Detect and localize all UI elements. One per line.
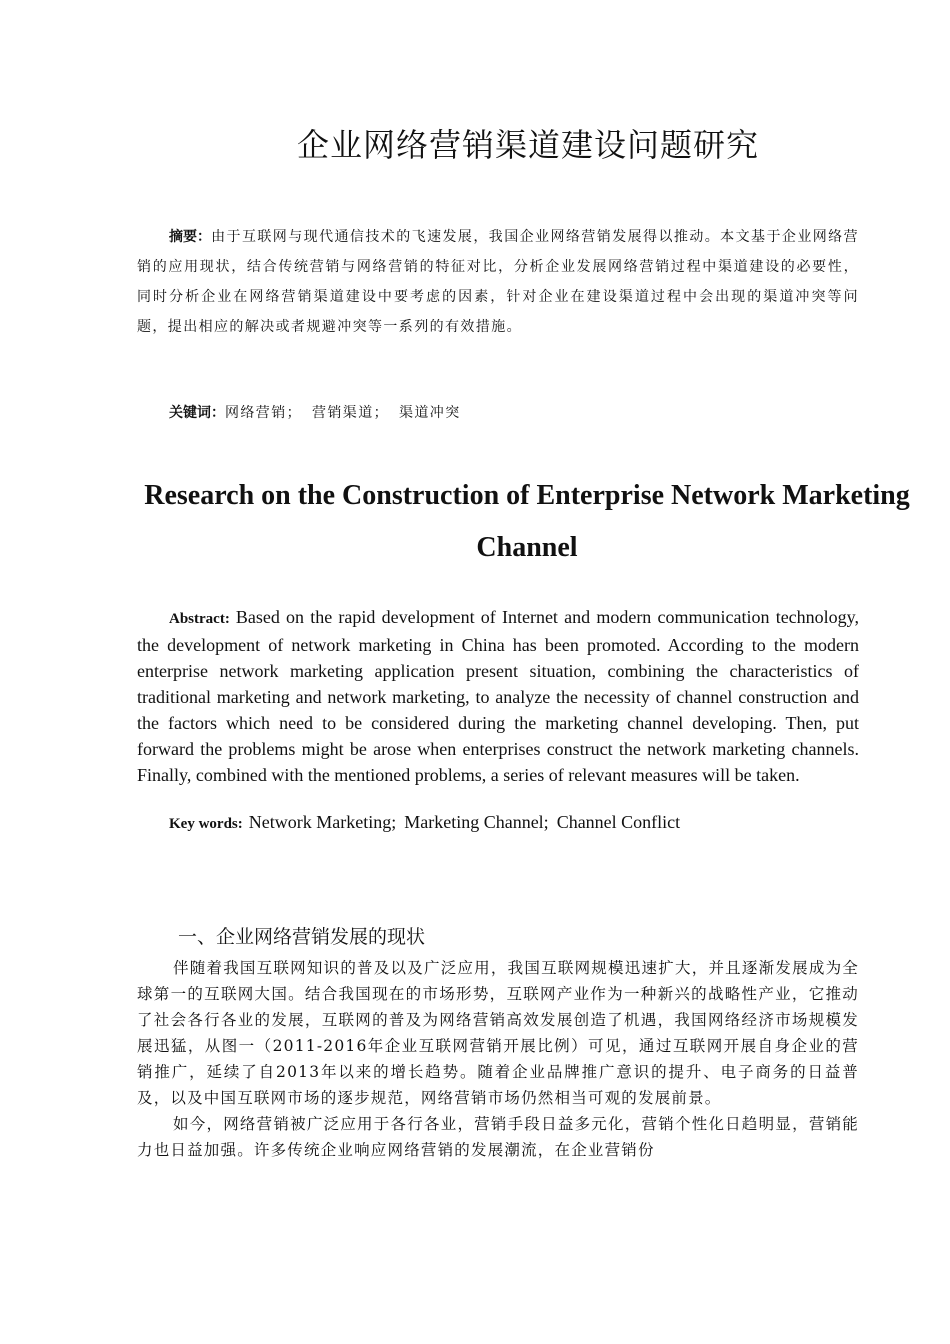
chinese-keywords-label: 关键词： bbox=[169, 405, 225, 421]
section-heading: 一、企业网络营销发展的现状 bbox=[178, 926, 426, 948]
chinese-keyword: 网络营销； bbox=[225, 405, 302, 421]
body-paragraph: 伴随着我国互联网知识的普及以及广泛应用，我国互联网规模迅速扩大，并且逐渐发展成为全球第一的互联网大国。结合我国现在的市场形势，互联网产业作为一种新兴的战略性产业，它推动了社会各行各业的发展，互联网的普及为网络营销高效发展创造了机遇，我国网络经济市场规模发展迅猛，从图一（2011-2016年企业互联网营销开展比例）可见，通过互联网开展自身企业的营销推广，延续了自2013年以来的增长趋势。随着企业品牌推广意识的提升、电子商务的日益普及，以及中国互联网市场的逐步规范，网络营销市场仍然相当可观的发展前景。 bbox=[137, 959, 859, 1107]
chinese-keyword: 渠道冲突 bbox=[399, 405, 461, 421]
english-title: Research on the Construction of Enterprise Network Marketing Channel bbox=[144, 480, 910, 563]
english-abstract bbox=[137, 604, 859, 788]
body-paragraph: 如今，网络营销被广泛应用于各行各业，营销手段日益多元化，营销个性化日趋明显，营销能力也日益加强。许多传统企业响应网络营销的发展潮流，在企业营销份 bbox=[137, 1115, 859, 1159]
english-keywords-label: Key words: bbox=[169, 816, 243, 832]
english-keyword: Network Marketing; bbox=[248, 812, 397, 832]
chinese-keywords bbox=[169, 402, 471, 422]
chinese-abstract bbox=[137, 222, 859, 342]
chinese-abstract-text: 由于互联网与现代通信技术的飞速发展，我国企业网络营销发展得以推动。本文基于企业网络营销的应用现状，结合传统营销与网络营销的特征对比，分析企业发展网络营销过程中渠道建设的必要性，同时分析企业在网络营销渠道建设中要考虑的因素，针对企业在建设渠道过程中会出现的渠道冲突等问题，提出相应的解决或者规避冲突等一系列的有效措施。 bbox=[137, 229, 859, 335]
english-abstract-text: Based on the rapid development of Internet and modern communication technology, the development of network marketing in China has been promoted. According to the modern enterprise network marketing application present situation, combining the characteristics of traditional marketing and network marketing, to analyze the necessity of channel construction and the factors which need to be considered during the marketing channel developing. Then, put forward the problems might be arose when enterprises construct the network marketing channels. Finally, combined with the mentioned problems, a series of relevant measures will be taken. bbox=[137, 607, 859, 785]
english-keyword: Channel Conflict bbox=[556, 812, 681, 832]
english-keyword: Marketing Channel; bbox=[404, 812, 549, 832]
chinese-keyword: 营销渠道； bbox=[312, 405, 389, 421]
section-body bbox=[137, 955, 859, 1163]
english-keywords bbox=[169, 812, 688, 833]
english-abstract-label: Abstract: bbox=[169, 611, 230, 627]
chinese-title: 企业网络营销渠道建设问题研究 bbox=[296, 126, 759, 164]
chinese-abstract-label: 摘要： bbox=[169, 229, 212, 245]
